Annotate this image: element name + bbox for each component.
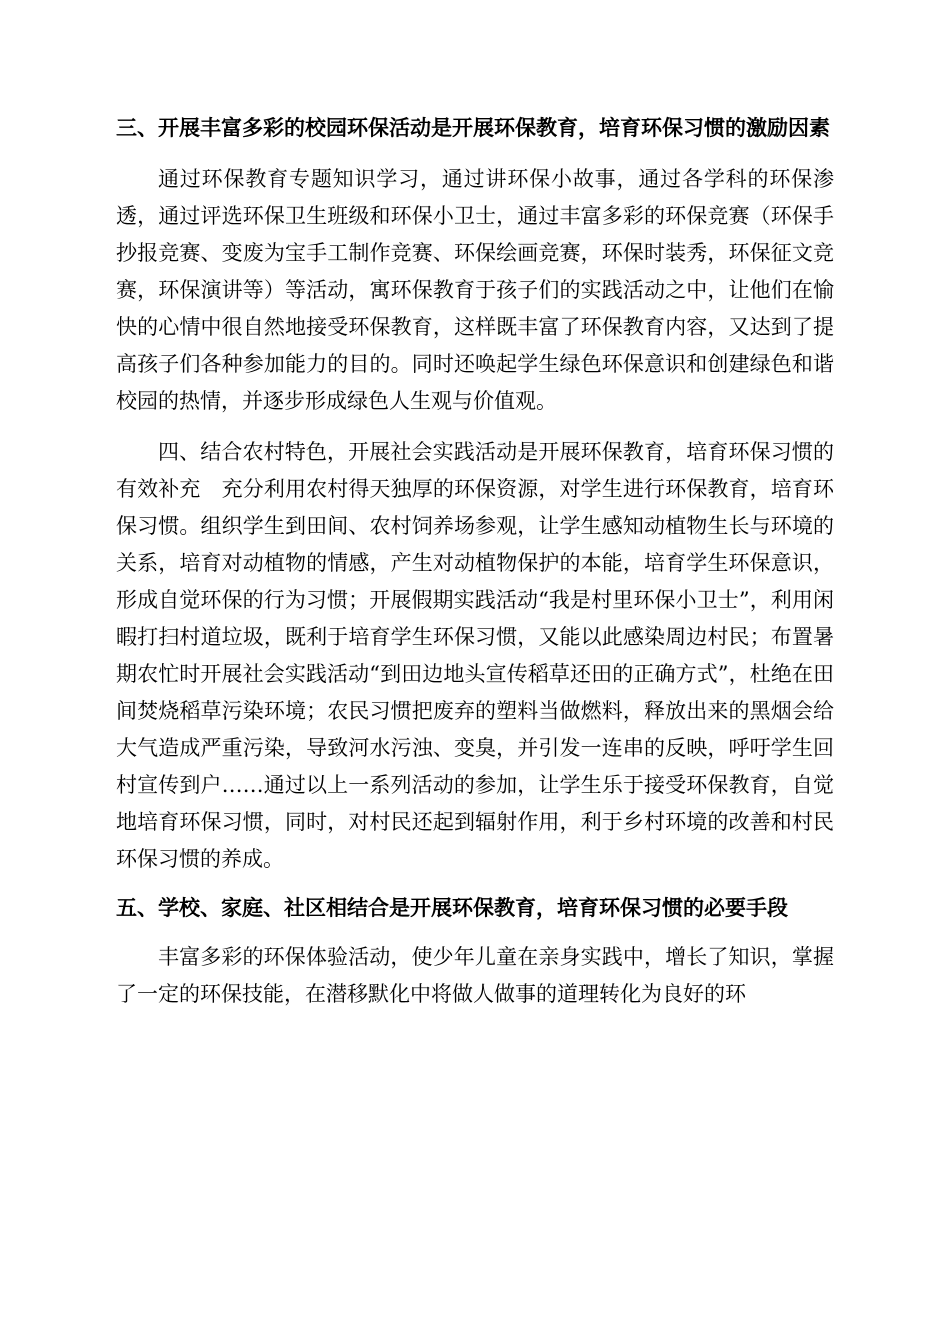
section-3-paragraph: 通过环保教育专题知识学习，通过讲环保小故事，通过各学科的环保渗透，通过评选环保卫生班级和环保小卫士，通过丰富多彩的环保竞赛（环保手抄报竞赛、变废为宝手工制作竞赛、环保绘画竞赛，环保时装秀，环保征文竞赛，环保演讲等）等活动，寓环保教育于孩子们的实践活动之中，让他们在愉快的心情中很自然地接受环保教育，这样既丰富了环保教育内容，又达到了提高孩子们各种参加能力的目的。同时还唤起学生绿色环保意识和创建绿色和谐校园的热情，并逐步形成绿色人生观与价值观。	[116, 167, 834, 413]
section-5-paragraph: 丰富多彩的环保体验活动，使少年儿童在亲身实践中，增长了知识，掌握了一定的环保技能，在潜移默化中将做人做事的道理转化为良好的环	[116, 945, 834, 1006]
section-5-heading: 五、学校、家庭、社区相结合是开展环保教育，培育环保习惯的必要手段	[116, 896, 788, 920]
section-4-paragraph: 四、结合农村特色，开展社会实践活动是开展环保教育，培育环保习惯的有效补充 充分利用农村得天独厚的环保资源，对学生进行环保教育，培育环保习惯。组织学生到田间、农村饲养场参观，让学生感知动植物生长与环境的关系，培育对动植物的情感，产生对动植物保护的本能，培育学生环保意识，形成自觉环保的行为习惯；开展假期实践活动“我是村里环保小卫士”，利用闲暇打扫村道垃圾，既利于培育学生环保习惯，又能以此感染周边村民；布置暑期农忙时开展社会实践活动“到田边地头宣传稻草还田的正确方式”，杜绝在田间焚烧稻草污染环境；农民习惯把废弃的塑料当做燃料，释放出来的黑烟会给大气造成严重污染，导致河水污浊、变臭，并引发一连串的反映，呼吁学生回村宣传到户……通过以上一系列活动的参加，让学生乐于接受环保教育，自觉地培育环保习惯，同时，对村民还起到辐射作用，利于乡村环境的改善和村民环保习惯的养成。	[116, 440, 834, 871]
document-body	[116, 110, 834, 1013]
section-3-heading: 三、开展丰富多彩的校园环保活动是开展环保教育，培育环保习惯的激励因素	[116, 116, 830, 140]
